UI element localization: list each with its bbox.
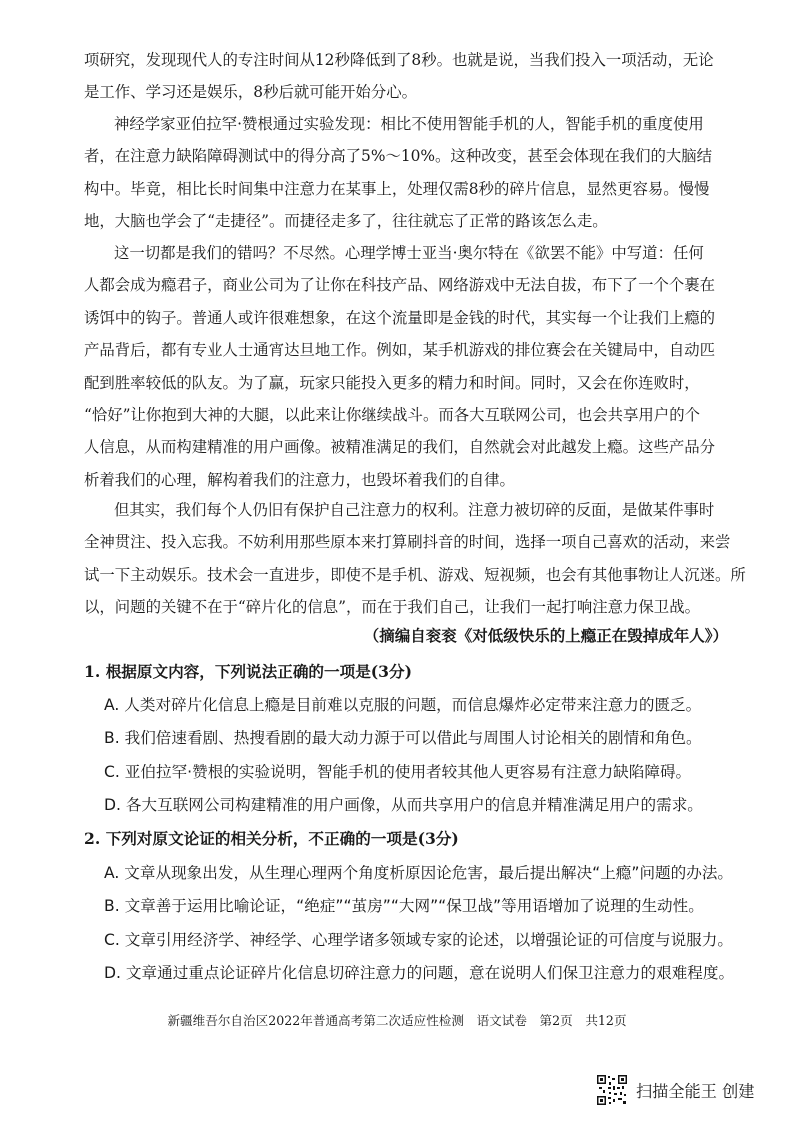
question-1-option-b: B. 我们倍速看剧、热搜看剧的最大动力源于可以借此与周围人讨论相关的剧情和角色。: [104, 729, 702, 747]
passage-line: 项研究，发现现代人的专注时间从12秒降低到了8秒。也就是说，当我们投入一项活动，无论: [84, 51, 714, 69]
question-2-stem: 2. 下列对原文论证的相关分析，不正确的一项是(3分): [84, 829, 459, 848]
passage-line: 试一下主动娱乐。技术会一直进步，即使不是手机、游戏、短视频，也会有其他事物让人沉迷。所: [84, 565, 746, 584]
passage-line: 地，大脑也学会了“走捷径”。而捷径走多了，往往就忘了正常的路该怎么走。: [84, 212, 608, 231]
question-1-stem: 1. 根据原文内容，下列说法正确的一项是(3分): [84, 662, 413, 681]
passage-line: 人都会成为瘾君子，商业公司为了让你在科技产品、网络游戏中无法自拔，布下了一个个裹在: [84, 276, 716, 295]
passage-line: 以，问题的关键不在于“碎片化的信息”，而在于我们自己，让我们一起打响注意力保卫战。: [84, 598, 700, 617]
passage-line: 人信息，从而构建精准的用户画像。被精准满足的我们，自然就会对此越发上瘾。这些产品分: [84, 438, 716, 457]
scanner-watermark: 扫描全能王 创建: [636, 1082, 755, 1101]
question-2-option-c: C. 文章引用经济学、神经学、心理学诸多领域专家的论述，以增强论证的可信度与说服力。: [104, 931, 733, 949]
passage-line: 神经学家亚伯拉罕·赞根通过实验发现：相比不使用智能手机的人，智能手机的重度使用: [114, 115, 704, 133]
passage-line: 这一切都是我们的错吗？不尽然。心理学博士亚当·奥尔特在《欲罢不能》中写道：任何: [114, 244, 704, 262]
question-1-option-c: C. 亚伯拉罕·赞根的实验说明，智能手机的使用者较其他人更容易有注意力缺陷障碍。: [104, 763, 692, 781]
passage-line: 构中。毕竟，相比长时间集中注意力在某事上，处理仅需8秒的碎片信息，显然更容易。慢慢: [84, 179, 710, 198]
passage-line: 全神贯注、投入忘我。不妨利用那些原本来打算刷抖音的时间，选择一项自己喜欢的活动，来尝: [84, 533, 731, 552]
question-2-option-b: B. 文章善于运用比喻论证，“绝症”“茧房”“大网”“保卫战”等用语增加了说理的生动性。: [104, 897, 704, 915]
passage-line: “恰好”让你抱到大神的大腿，以此来让你继续战斗。而各大互联网公司，也会共享用户的个: [84, 406, 700, 425]
passage-line: 者，在注意力缺陷障碍测试中的得分高了5%～10%。这种改变，甚至会体现在我们的大脑结: [84, 147, 713, 166]
passage-paragraph-2: [84, 108, 728, 238]
passage-line: 产品背后，都有专业人士通宵达旦地工作。例如，某手机游戏的排位赛会在关键局中，自动匹: [84, 341, 716, 360]
passage-source: （摘编自衮衮《对低级快乐的上瘾正在毁掉成年人》）: [363, 626, 728, 645]
passage-paragraph-3: [84, 237, 728, 496]
question-1-option-a: A. 人类对碎片化信息上瘾是目前难以克服的问题，而信息爆炸必定带来注意力的匮乏。: [104, 696, 702, 714]
page-footer: 新疆维吾尔自治区2022年普通高考第二次适应性检测 语文试卷 第2页 共12页: [167, 1013, 627, 1028]
passage-line: 析着我们的心理，解构着我们的注意力，也毁坏着我们的自律。: [84, 470, 515, 489]
passage-line: 配到胜率较低的队友。为了赢，玩家只能投入更多的精力和时间。同时，又会在你连败时，: [84, 373, 700, 392]
passage-paragraph-4: [84, 494, 746, 624]
question-1-option-d: D. 各大互联网公司构建精准的用户画像，从而共享用户的信息并精准满足用户的需求。: [104, 796, 703, 814]
passage-paragraph-1: [84, 44, 728, 109]
question-2-option-a: A. 文章从现象出发，从生理心理两个角度析原因论危害，最后提出解决“上瘾”问题的办法。: [104, 864, 734, 882]
qr-code-icon: [596, 1074, 628, 1106]
passage-line: 但其实，我们每个人仍旧有保护自己注意力的权利。注意力被切碎的反面，是做某件事时: [114, 501, 715, 519]
passage-line: 是工作、学习还是娱乐，8秒后就可能开始分心。: [84, 83, 417, 102]
passage-line: 诱饵中的钩子。普通人或许很难想象，在这个流量即是金钱的时代，其实每一个让我们上瘾的: [84, 308, 716, 327]
question-2-option-d: D. 文章通过重点论证碎片化信息切碎注意力的问题，意在说明人们保卫注意力的艰难程度。: [104, 964, 735, 982]
